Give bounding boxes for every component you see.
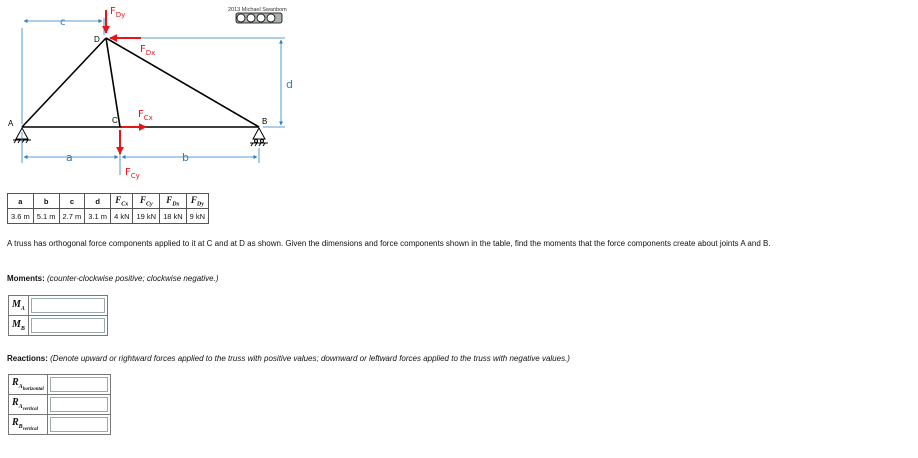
moments-note: (counter-clockwise positive; clockwise negative.): [47, 274, 219, 283]
moment-a-row: [9, 296, 108, 316]
header-b: b: [33, 194, 59, 209]
dim-a-label: a: [66, 151, 73, 164]
value-b: 5.1 m: [33, 209, 59, 224]
moment-b-input[interactable]: [31, 318, 105, 333]
value-fcx: 4 kN: [111, 209, 133, 224]
header-fdy: $F_{Dy}$: [186, 194, 208, 209]
reaction-a-vertical-input[interactable]: [50, 397, 108, 412]
moment-a-input[interactable]: [31, 298, 105, 313]
header-d: d: [85, 194, 111, 209]
header-c: c: [59, 194, 85, 209]
reaction-a-horizontal-label: $R_{A_{horizontal}}$: [9, 375, 48, 395]
value-c: 2.7 m: [59, 209, 85, 224]
joint-b-label: B: [262, 117, 268, 126]
reactions-answer-table: [8, 374, 111, 435]
force-dy-label: $F_{Dy}$: [110, 6, 126, 19]
dim-c-label: c: [60, 17, 66, 28]
dimension-lines: [22, 18, 285, 175]
moments-instructions: [7, 274, 219, 283]
reactions-note: (Denote upward or rightward forces applied to the truss with positive values; downward or leftward forces applied to the truss with negative values.): [50, 354, 570, 363]
moment-b-label: $M_B$: [9, 316, 29, 336]
reaction-a-vertical-row: [9, 395, 111, 415]
joint-c-label: C: [112, 116, 118, 125]
dim-d-label: d: [286, 78, 293, 91]
reaction-a-horizontal-input[interactable]: [50, 377, 108, 392]
header-fcx: $F_{Cx}$: [111, 194, 133, 209]
given-values-table: [7, 193, 209, 224]
reaction-b-vertical-label: $R_{B_{vertical}}$: [9, 415, 48, 435]
header-fdx: $F_{Dx}$: [160, 194, 187, 209]
value-fdx: 18 kN: [160, 209, 187, 224]
cc-license-icon: [236, 13, 282, 23]
moments-answer-table: [8, 295, 108, 336]
value-fcy: 19 kN: [133, 209, 160, 224]
truss-diagram: [0, 0, 300, 190]
force-cx-label: $F_{Cx}$: [138, 109, 153, 122]
joint-d-label: D: [94, 35, 100, 44]
joint-a-label: A: [8, 119, 14, 128]
reaction-b-vertical-row: [9, 415, 111, 435]
support-b-icon: [250, 128, 268, 146]
reactions-label: Reactions:: [7, 354, 48, 363]
reaction-a-vertical-label: $R_{A_{vertical}}$: [9, 395, 48, 415]
reaction-a-horizontal-row: [9, 375, 111, 395]
moment-b-row: [9, 316, 108, 336]
moments-label: Moments:: [7, 274, 45, 283]
header-fcy: $F_{Cy}$: [133, 194, 160, 209]
value-fdy: 9 kN: [186, 209, 208, 224]
reactions-instructions: [7, 354, 570, 363]
value-a: 3.6 m: [8, 209, 34, 224]
reaction-b-vertical-input[interactable]: [50, 417, 108, 432]
table-header-row: [8, 194, 209, 209]
value-d: 3.1 m: [85, 209, 111, 224]
copyright-text: 2013 Michael Swanbom: [228, 7, 287, 13]
force-cy-label: $F_{Cy}$: [125, 167, 140, 180]
force-arrows: [106, 10, 146, 154]
header-a: a: [8, 194, 34, 209]
problem-statement: A truss has orthogonal force components applied to it at C and at D as shown. Given the dimensions and force components shown in the table, find the moments that the force components create about joints A and B.: [7, 239, 771, 248]
moment-a-label: $M_A$: [9, 296, 29, 316]
force-dx-label: $F_{Dx}$: [140, 44, 156, 57]
table-row: [8, 209, 209, 224]
dim-b-label: b: [182, 151, 189, 164]
